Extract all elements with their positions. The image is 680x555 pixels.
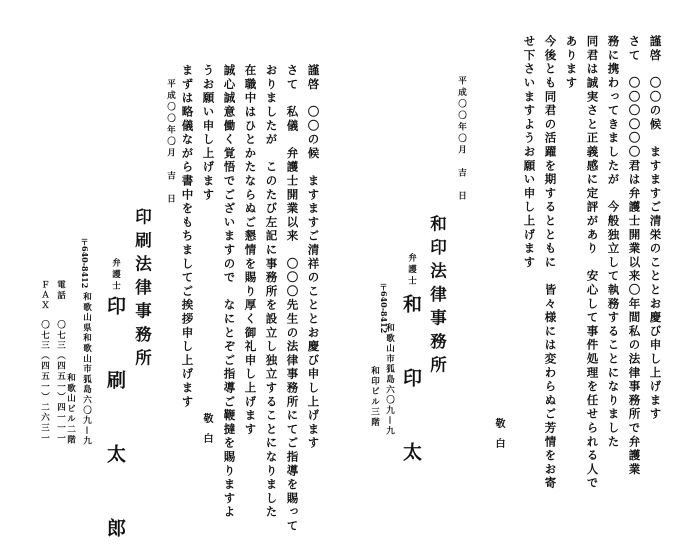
left-letter-line: まずは略儀ながら書中をもちましてご挨拶申し上げます (180, 64, 195, 409)
left-letter-line: うお願い申し上げます (201, 64, 216, 202)
left-letter-zip: 〒640-8412 (80, 238, 90, 289)
right-letter-keigu: 敬 白 (493, 418, 504, 448)
left-letter-date: 平成〇〇年〇月 吉 日 (165, 79, 176, 206)
right-letter-address: 和歌山市狐島六〇九—九 (384, 323, 395, 437)
left-letter-tel: 〇七三（四五一）四一一一 (55, 320, 66, 444)
right-letter-firm-name: 和印法律事務所 (427, 215, 447, 380)
right-letter-line: 務に携わってきましたが 今般独立して執務することになりました (606, 35, 621, 449)
right-letter-address-building: 和印ビル三階 (369, 366, 380, 428)
left-letter-lawyer-name: 印 刷 太 郎 (104, 296, 126, 555)
right-letter-lawyer-name: 和 印 太 (400, 294, 422, 479)
right-letter-line: 今後とも同君の活躍を期するとともに 皆々様には変わらぬご芳情をお寄 (543, 35, 558, 491)
left-letter-lawyer-title: 弁護士 (110, 258, 121, 293)
left-letter-address-building: 和歌山ビル二階 (65, 373, 76, 446)
right-letter-lawyer-title: 弁護士 (406, 253, 417, 288)
left-letter-fax: 〇七三（四五一）二六三一 (39, 320, 50, 444)
right-letter-line: せ下さいますようお願い申し上げます (522, 35, 537, 270)
left-letter-line: 在職中はひとかたならぬご懇情を賜り厚く御礼申し上げます (243, 64, 258, 437)
left-letter-line: 誠心誠意働く覚悟でございますので なにとぞご指導ご鞭撻を賜りますよ (222, 64, 237, 520)
left-letter-address: 和歌山県和歌山市狐島六〇九—九 (81, 292, 92, 447)
left-letter-keigu: 敬 白 (201, 413, 212, 443)
left-letter-line: さて 私儀 弁護士開業以来 〇〇〇先生の法律事務所にてご指導を賜って (285, 64, 300, 534)
right-letter-date: 平成〇〇年〇月 吉 日 (456, 76, 467, 203)
left-letter-tel-label: 電話 (55, 280, 66, 301)
left-letter-fax-label: ＦＡＸ (39, 280, 50, 311)
right-letter-line: 同君は誠実さと正義感に定評があり 安心して事件処理を任せられる人で (585, 35, 600, 491)
left-letter-line: おりましたが このたび左記に事務所を設立し独立することになりました (264, 64, 279, 520)
left-letter-line: 謹啓 〇〇の候 ますますご清祥のこととお慶び申し上げます (306, 64, 321, 451)
right-letter-line: さて 〇〇〇〇〇〇君は弁護士開業以来〇年間私の法律事務所で弁護業 (627, 35, 642, 477)
left-letter-firm-name: 印刷法律事務所 (132, 208, 152, 373)
right-letter-line: 謹啓 〇〇の候 ますますご清栄のこととお慶び申し上げます (648, 35, 663, 422)
right-letter-line: あります (564, 35, 579, 91)
right-letter-zip: 〒640-8412 (379, 283, 389, 334)
